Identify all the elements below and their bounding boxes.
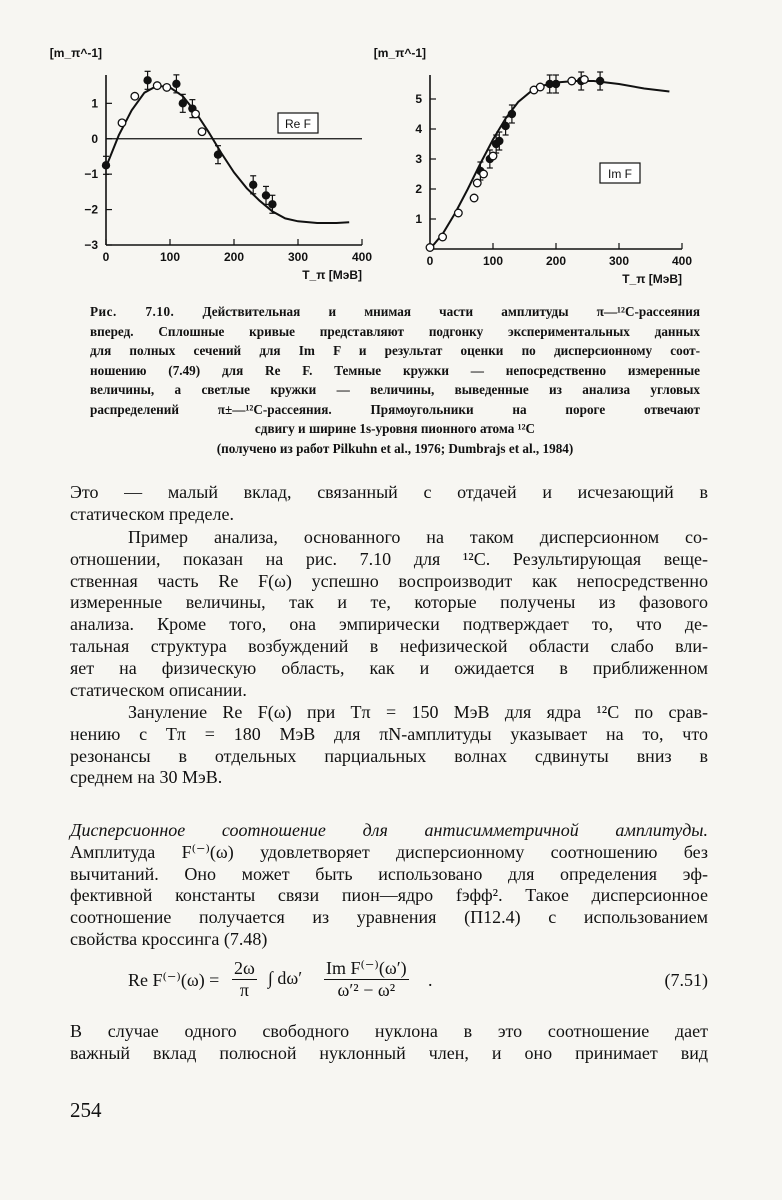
x-tick-label: 100 — [159, 250, 181, 264]
measured-point — [596, 77, 604, 85]
derived-point — [192, 110, 200, 118]
derived-point — [489, 152, 497, 160]
paragraph-5 — [70, 1021, 708, 1065]
measured-point — [552, 80, 560, 88]
caption-line-1: Действительная и мнимая части амплитуды π—¹²C-рассеяния — [202, 304, 700, 319]
text-line: важный вклад полюсной нуклонный член, и оно принимает вид — [70, 1042, 708, 1063]
derived-point — [455, 209, 463, 217]
derived-point — [473, 179, 481, 187]
derived-point — [536, 83, 544, 91]
fraction-numerator: Im F⁽⁻⁾(ω′) — [326, 958, 407, 978]
text-line: вычитаний. Оно может быть использовано для определения эф- — [70, 863, 708, 884]
integral-sign: ∫ dω′ — [268, 968, 303, 988]
x-tick-label: 400 — [671, 254, 693, 268]
text-line: фективной константы связи пион—ядро fэфф². Такое дисперсионное — [70, 885, 708, 906]
equation-7-51 — [128, 958, 708, 1004]
paragraph-1 — [70, 482, 708, 526]
text-line: свойства кроссинга (7.48) — [70, 928, 268, 949]
x-tick-label: 300 — [608, 254, 630, 268]
derived-point — [163, 84, 171, 92]
paragraph-3 — [70, 702, 708, 789]
measured-point — [268, 200, 276, 208]
y-tick-label: 0 — [91, 131, 98, 146]
y-tick-label: 1 — [415, 212, 422, 226]
derived-point — [118, 119, 126, 127]
text-line: ственная часть Re F(ω) успешно воспроизводит как непосредственно — [70, 570, 708, 591]
measured-point — [262, 191, 270, 199]
derived-point — [426, 244, 434, 252]
y-tick-label: −3 — [84, 238, 98, 252]
fraction-integrand — [324, 958, 409, 1001]
fraction-numerator: 2ω — [234, 958, 255, 978]
fraction-denominator: π — [239, 980, 249, 1000]
chart-re-f — [49, 46, 373, 300]
figure-caption — [90, 302, 700, 458]
text-line: яет на физическую область, как и ожидается в приближенном — [70, 657, 708, 678]
text-line: Пример анализа, основанного на таком дисперсионном со- — [128, 527, 708, 547]
text-line: среднем на 30 МэВ. — [70, 767, 223, 788]
text-line: статическом описании. — [70, 679, 247, 700]
text-line: анализа. Кроме того, она эмпирически подтверждает то, что де- — [70, 614, 708, 635]
y-tick-label: 4 — [415, 122, 422, 136]
measured-point — [179, 99, 187, 107]
x-tick-label: 100 — [482, 254, 504, 268]
x-axis-unit: T_π [МэВ] — [622, 272, 682, 286]
text-line: В случае одного свободного нуклона в это соотношение дает — [70, 1021, 708, 1041]
page-number: 254 — [70, 1098, 102, 1122]
caption-line-2: вперед. Сплошные кривые представляют подгонку экспериментальных данных — [90, 323, 700, 339]
y-tick-label: 3 — [415, 152, 422, 166]
text-line: Это — малый вклад, связанный с отдачей и исчезающий в — [70, 482, 708, 502]
paragraph-2 — [70, 527, 708, 701]
text-line: статическом пределе. — [70, 503, 234, 524]
y-tick-label: 2 — [415, 182, 422, 196]
equation-period: . — [428, 970, 433, 990]
text-line: нению с Tπ = 180 МэВ для πN-амплитуды указывает на то, что — [70, 723, 708, 744]
measured-point — [102, 161, 110, 169]
caption-line-5: величины, а светлые кружки — величины, выведенные из анализа угловых — [90, 382, 700, 397]
figure-7-10 — [49, 46, 740, 300]
caption-line-6: распределений π±—¹²C-рассеяния. Прямоугольники на пороге отвечают — [90, 401, 700, 417]
fraction-denominator: ω′² − ω² — [337, 980, 396, 1000]
text-line: измеренные величины, так и те, которые получены из фазового — [70, 592, 708, 613]
re-f-box-label: Re F — [284, 117, 312, 131]
derived-point — [439, 233, 447, 241]
x-axis-unit: T_π [МэВ] — [302, 268, 362, 282]
text-line: отношении, показан на рис. 7.10 для ¹²C. Результирующая веще- — [70, 548, 708, 569]
text-line: Амплитуда F⁽⁻⁾(ω) удовлетворяет дисперсионному соотношению без — [70, 841, 708, 862]
y-tick-label: 1 — [91, 96, 98, 111]
text-line: резонансы в отдельных парциальных волнах сдвинуты вниз в — [70, 745, 708, 766]
text-line: тальная структура возбуждений в нефизической области слабо вли- — [70, 635, 708, 656]
derived-point — [470, 194, 478, 202]
paragraph-4 — [70, 820, 708, 951]
fit-curve — [106, 86, 349, 223]
x-tick-label: 300 — [287, 250, 309, 264]
y-tick-label: 5 — [415, 92, 422, 106]
caption-line-8: (получено из работ Pilkuhn et al., 1976; Dumbrajs et al., 1984) — [216, 440, 574, 456]
measured-point — [214, 150, 222, 158]
measured-point — [495, 137, 503, 145]
derived-point — [581, 76, 589, 84]
section-heading: Дисперсионное соотношение для антисимметричной амплитуды. — [70, 820, 708, 840]
measured-point — [508, 110, 516, 118]
derived-point — [153, 82, 161, 90]
derived-point — [568, 77, 576, 85]
derived-point — [198, 128, 206, 136]
x-tick-label: 0 — [426, 254, 434, 268]
chart-im-f — [373, 46, 730, 300]
fraction-2w-pi — [232, 958, 257, 1001]
im-f-box-label: Im F — [608, 167, 632, 181]
measured-point — [172, 80, 180, 88]
text-line: соотношение получается из уравнения (П12.4) с использованием — [70, 907, 708, 928]
equation-lhs: Re F⁽⁻⁾(ω) = — [128, 970, 220, 990]
y-tick-label: −2 — [84, 202, 98, 217]
equation-number: (7.51) — [664, 970, 708, 990]
y-axis-unit: [m_π^-1] — [373, 46, 426, 60]
caption-line-4: ношению (7.49) для Re F. Темные кружки — непосредственно измеренные — [90, 362, 700, 378]
measured-point — [249, 181, 257, 189]
y-tick-label: −1 — [84, 167, 98, 182]
caption-label: Рис. 7.10. — [90, 304, 175, 319]
y-axis-unit: [m_π^-1] — [49, 46, 102, 60]
measured-point — [143, 76, 151, 84]
x-tick-label: 0 — [102, 250, 110, 264]
x-tick-label: 200 — [223, 250, 245, 264]
caption-line-3: для полных сечений для Im F и результат оценки по дисперсионному соот- — [90, 343, 700, 358]
x-tick-label: 400 — [351, 250, 373, 264]
derived-point — [131, 92, 139, 100]
x-tick-label: 200 — [545, 254, 567, 268]
text-line: Зануление Re F(ω) при Tπ = 150 МэВ для ядра ¹²C по срав- — [128, 702, 708, 722]
derived-point — [480, 170, 488, 178]
measured-point — [501, 122, 509, 130]
caption-line-7: сдвигу и ширине 1s-уровня пионного атома ¹²C — [254, 421, 536, 436]
